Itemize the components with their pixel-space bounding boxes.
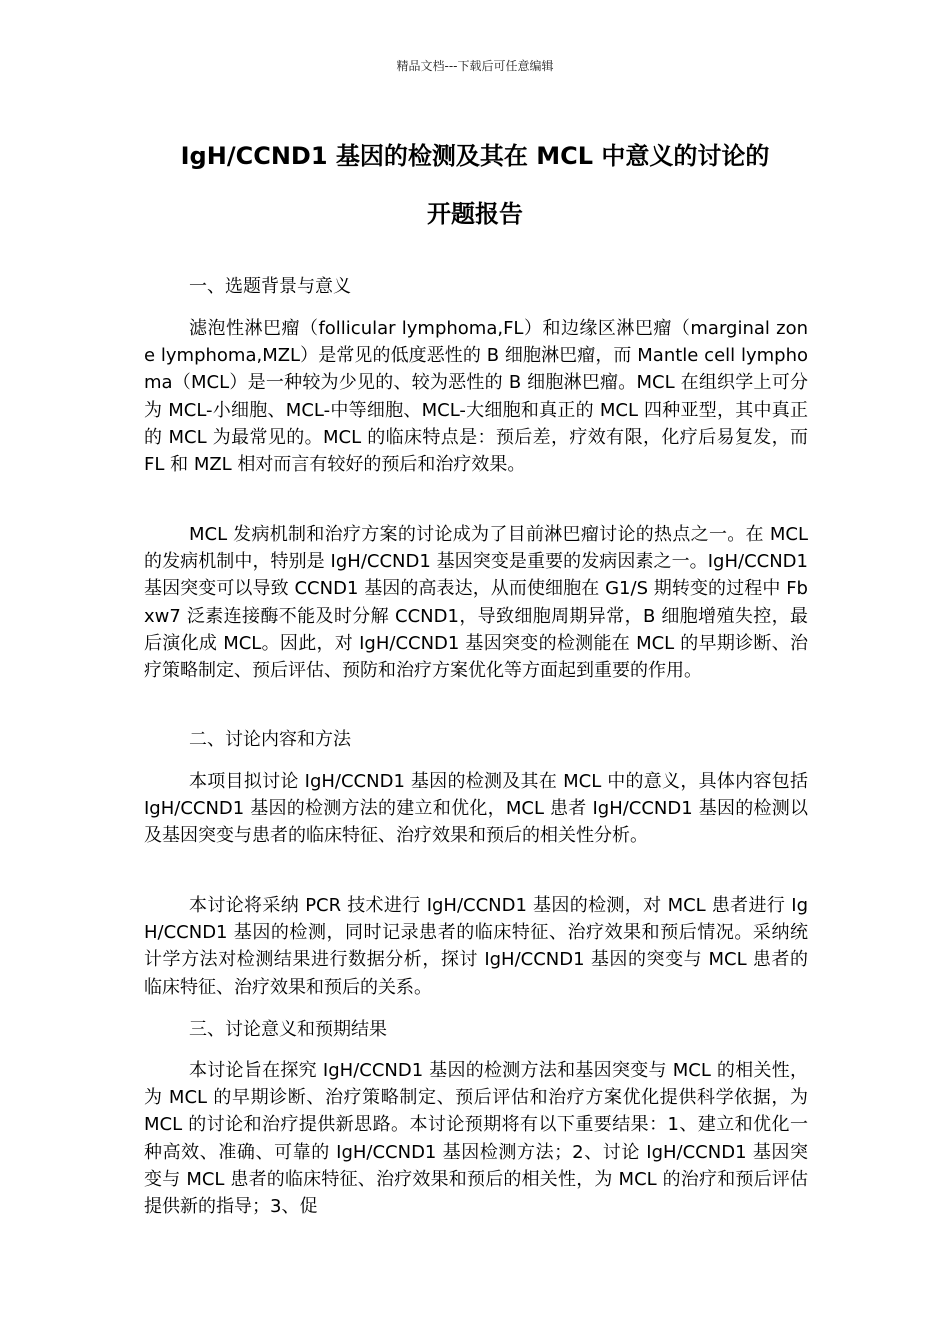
document-title-line-1: IgH/CCND1 基因的检测及其在 MCL 中意义的讨论的: [180, 142, 770, 170]
paragraph-methods-2: 本讨论将采纳 PCR 技术进行 IgH/CCND1 基因的检测，对 MCL 患者进行 IgH/CCND1 基因的检测，同时记录患者的临床特征、治疗效果和预后情况。采纳统计学方法对检测结果进行数据分析，探讨 IgH/CCND1 基因的突变与 MCL 患者的临床特征、治疗效果和预后的关系。: [144, 895, 808, 998]
paragraph-background-1: 滤泡性淋巴瘤（follicular lymphoma,FL）和边缘区淋巴瘤（marginal zone lymphoma,MZL）是常见的低度恶性的 B 细胞淋巴瘤，而 Mantle cell lymphoma（MCL）是一种较为少见的、较为恶性的 B 细胞淋巴瘤。MCL 在组织学上可分为 MCL-小细胞、MCL-中等细胞、MCL-大细胞和真正的 MCL 四种亚型，其中真正的 MCL 为最常见的。MCL 的临床特点是：预后差，疗效有限，化疗后易复发，而 FL 和 MZL 相对而言有较好的预后和治疗效果。: [144, 318, 808, 476]
section-heading-background: 一、选题背景与意义: [189, 276, 351, 297]
paragraph-significance-1: 本讨论旨在探究 IgH/CCND1 基因的检测方法和基因突变与 MCL 的相关性，为 MCL 的早期诊断、治疗策略制定、预后评估和治疗方案优化提供科学依据，为 MCL 的讨论和治疗提供新思路。本讨论预期将有以下重要结果：1、建立和优化一种高效、准确、可靠的 IgH/CCND1 基因检测方法；2、讨论 IgH/CCND1 基因突变与 MCL 患者的临床特征、治疗效果和预后的相关性，为 MCL 的治疗和预后评估提供新的指导；3、促: [144, 1060, 808, 1218]
header-note: 精品文档---下载后可任意编辑: [396, 59, 554, 73]
section-heading-significance: 三、讨论意义和预期结果: [189, 1019, 387, 1040]
section-heading-methods: 二、讨论内容和方法: [189, 729, 351, 750]
paragraph-methods-1: 本项目拟讨论 IgH/CCND1 基因的检测及其在 MCL 中的意义，具体内容包括 IgH/CCND1 基因的检测方法的建立和优化，MCL 患者 IgH/CCND1 基因的检测以及基因突变与患者的临床特征、治疗效果和预后的相关性分析。: [144, 771, 808, 847]
document-title-line-2: 开题报告: [427, 200, 523, 228]
paragraph-background-2: MCL 发病机制和治疗方案的讨论成为了目前淋巴瘤讨论的热点之一。在 MCL 的发病机制中，特别是 IgH/CCND1 基因突变是重要的发病因素之一。IgH/CCND1 基因突变可以导致 CCND1 基因的高表达，从而使细胞在 G1/S 期转变的过程中 Fbxw7 泛素连接酶不能及时分解 CCND1，导致细胞周期异常，B 细胞增殖失控，最后演化成 MCL。因此，对 IgH/CCND1 基因突变的检测能在 MCL 的早期诊断、治疗策略制定、预后评估、预防和治疗方案优化等方面起到重要的作用。: [144, 524, 808, 682]
